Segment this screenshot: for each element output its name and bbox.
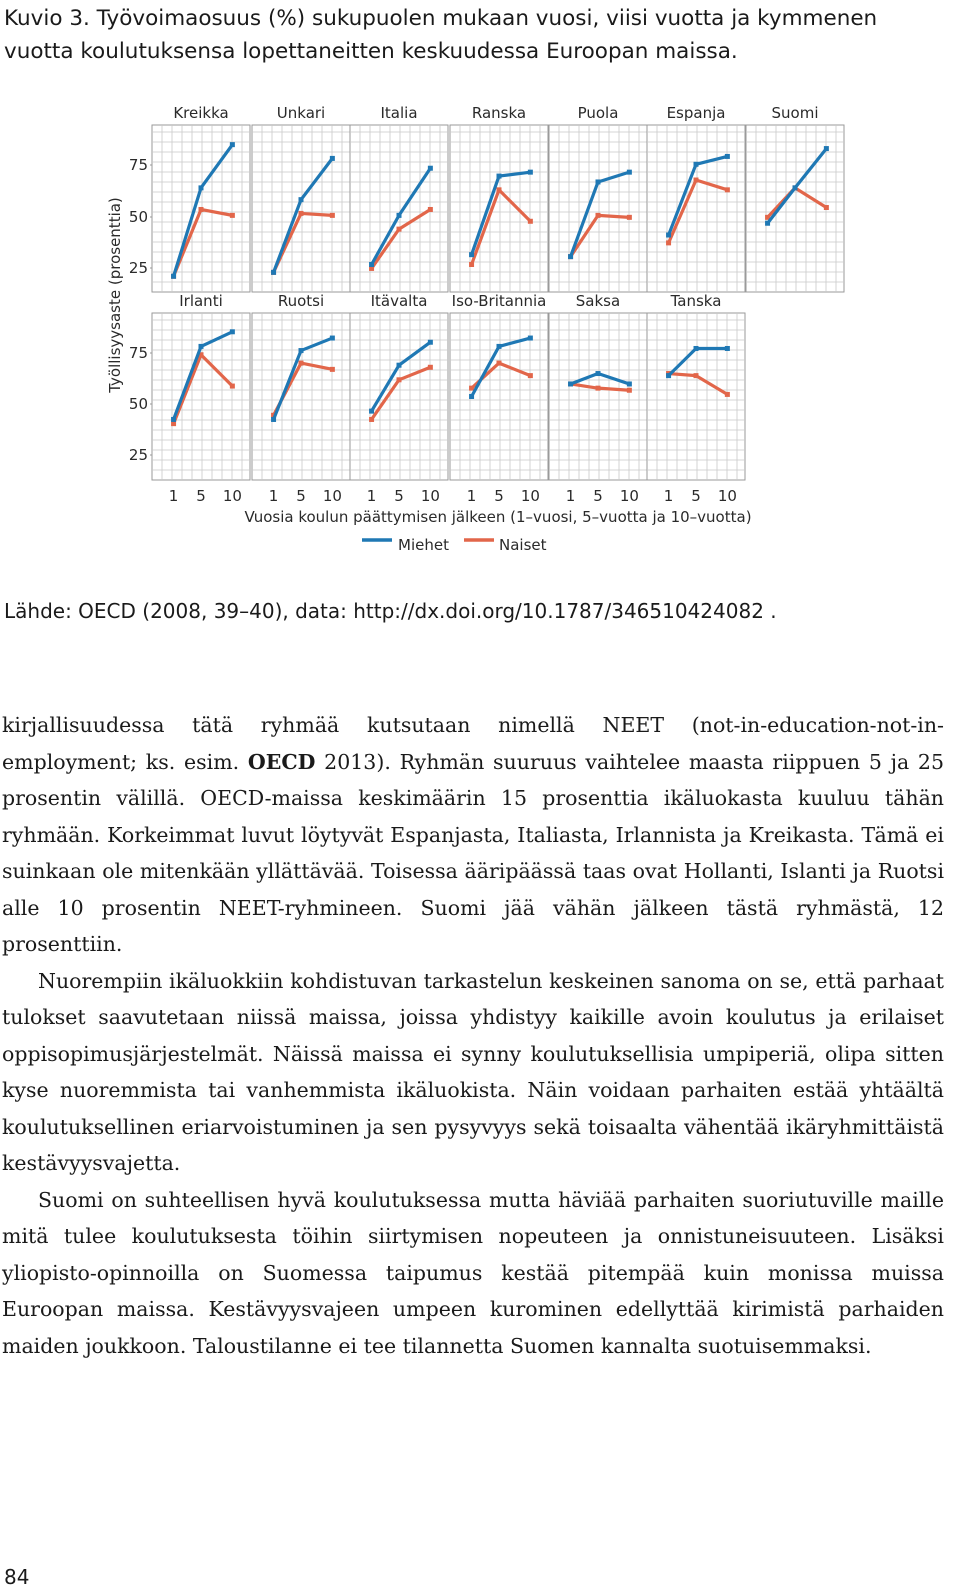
panel-title: Italia xyxy=(380,104,418,122)
oecd-smallcaps: OECD xyxy=(247,749,316,774)
panel-frame xyxy=(350,313,448,480)
source-note: Lähde: OECD (2008, 39–40), data: http://dx.doi.org/10.1787/346510424082 . xyxy=(4,599,777,623)
x-tick-label: 5 xyxy=(394,487,404,505)
data-point-miehet xyxy=(171,274,176,279)
data-point-miehet xyxy=(528,336,533,341)
data-point-miehet xyxy=(725,346,730,351)
x-tick-label: 1 xyxy=(268,487,279,505)
data-point-naiset xyxy=(596,386,601,391)
panel-frame xyxy=(647,125,745,292)
data-point-miehet xyxy=(171,417,176,422)
data-point-naiset xyxy=(694,373,699,378)
data-point-miehet xyxy=(793,185,798,190)
data-point-miehet xyxy=(369,262,374,267)
data-point-naiset xyxy=(469,386,474,391)
data-point-miehet xyxy=(330,336,335,341)
data-point-naiset xyxy=(497,361,502,366)
data-point-naiset xyxy=(627,215,632,220)
data-point-naiset xyxy=(428,207,433,212)
panel-title: Ranska xyxy=(471,104,527,122)
x-tick-label: 5 xyxy=(593,487,603,505)
data-point-naiset xyxy=(330,367,335,372)
x-tick-label: 1 xyxy=(466,487,477,505)
data-point-miehet xyxy=(627,170,632,175)
x-tick-label: 1 xyxy=(663,487,674,505)
panel-frame xyxy=(549,313,647,480)
data-point-miehet xyxy=(528,170,533,175)
panel-title: Irlanti xyxy=(179,292,223,310)
data-point-naiset xyxy=(469,262,474,267)
data-point-miehet xyxy=(299,348,304,353)
x-tick-label: 1 xyxy=(565,487,576,505)
data-point-miehet xyxy=(299,197,304,202)
panel-frame xyxy=(647,313,745,480)
panel-frame xyxy=(450,313,548,480)
data-point-naiset xyxy=(528,219,533,224)
panel-frame xyxy=(746,125,844,292)
data-point-naiset xyxy=(230,213,235,218)
y-tick-label: 25 xyxy=(128,259,148,277)
data-point-miehet xyxy=(497,344,502,349)
body-text xyxy=(2,707,944,1364)
data-point-miehet xyxy=(199,344,204,349)
y-tick-label: 75 xyxy=(128,156,148,174)
data-point-naiset xyxy=(824,205,829,210)
data-point-miehet xyxy=(596,179,601,184)
y-tick-label: 50 xyxy=(128,208,148,226)
paragraph xyxy=(2,707,944,963)
panel-title: Kreikka xyxy=(173,104,229,122)
paragraph-text: Nuorempiin ikäluokkiin kohdistuvan tarkastelun keskeinen sanoma on se, että parhaat tulokset saavutetaan niissä maissa, joissa yhdistyy kaikille avoin koulutus ja erilaiset oppisopimusjärjestelmät. Näissä maissa ei synny koulutuksellisia umpiperiä, olipa sitten kyse nuoremmista tai vanhemmista ikäluokista. Näin voidaan parhaiten estää yhtäältä koulutuksellinen eriarvoistuminen ja sen pysyvyys sekä toisaalta vähentää ikäryhmittäistä kestävyysvajetta. xyxy=(2,968,944,1175)
data-point-miehet xyxy=(568,381,573,386)
panel-title: Suomi xyxy=(771,104,819,122)
panel-title: Ruotsi xyxy=(277,292,325,310)
data-point-naiset xyxy=(596,213,601,218)
data-point-miehet xyxy=(428,340,433,345)
panel-title: Iso-Britannia xyxy=(451,292,547,310)
x-tick-label: 10 xyxy=(322,487,342,505)
paragraph xyxy=(2,963,944,1182)
data-point-miehet xyxy=(199,185,204,190)
panel-frame xyxy=(350,125,448,292)
data-point-naiset xyxy=(330,213,335,218)
x-tick-label: 5 xyxy=(296,487,306,505)
data-point-naiset xyxy=(528,373,533,378)
data-point-miehet xyxy=(397,213,402,218)
data-point-miehet xyxy=(469,252,474,257)
data-point-miehet xyxy=(627,381,632,386)
x-tick-label: 1 xyxy=(366,487,377,505)
data-point-miehet xyxy=(694,162,699,167)
data-point-miehet xyxy=(824,146,829,151)
data-point-miehet xyxy=(428,166,433,171)
data-point-naiset xyxy=(725,187,730,192)
panel-title: Espanja xyxy=(666,104,726,122)
x-tick-label: 10 xyxy=(420,487,440,505)
data-point-miehet xyxy=(330,156,335,161)
data-point-naiset xyxy=(299,211,304,216)
data-point-naiset xyxy=(725,392,730,397)
y-tick-label: 50 xyxy=(128,395,148,413)
data-point-naiset xyxy=(428,365,433,370)
y-tick-label: 25 xyxy=(128,446,148,464)
data-point-miehet xyxy=(596,371,601,376)
data-point-naiset xyxy=(299,361,304,366)
page-number: 84 xyxy=(4,1565,30,1589)
x-tick-label: 5 xyxy=(196,487,206,505)
data-point-naiset xyxy=(369,417,374,422)
paragraph-text: Suomi on suhteellisen hyvä koulutuksessa mutta häviää parhaiten suoriutuville maille mitä tulee koulutuksesta töihin siirtymisen nopeuteen ja onnistuneisuuteen. Lisäksi yliopisto-opinnoilla on Suomessa taipumus kestää pitempää kuin monissa muissa Euroopan maissa. Kestävyysvajeen umpeen kurominen edellyttää kirimistä parhaiden maiden joukkoon. Taloustilanne ei tee tilannetta Suomen kannalta suotuisemmaksi. xyxy=(2,1187,944,1358)
data-point-miehet xyxy=(469,394,474,399)
panel-title: Tanska xyxy=(670,292,722,310)
data-point-miehet xyxy=(230,329,235,334)
x-tick-label: 5 xyxy=(691,487,701,505)
panel-frame xyxy=(252,125,350,292)
legend-label-naiset: Naiset xyxy=(499,536,547,554)
data-point-miehet xyxy=(497,174,502,179)
data-point-miehet xyxy=(369,409,374,414)
data-point-naiset xyxy=(497,187,502,192)
data-point-miehet xyxy=(397,363,402,368)
panel-title: Unkari xyxy=(276,104,326,122)
x-tick-label: 10 xyxy=(717,487,737,505)
figure-caption: Kuvio 3. Työvoimaosuus (%) sukupuolen mukaan vuosi, viisi vuotta ja kymmenen vuotta koulutuksensa lopettaneitten keskuudessa Euroopan maissa. xyxy=(4,6,878,64)
data-point-miehet xyxy=(568,254,573,259)
panel-title: Itävalta xyxy=(370,292,428,310)
data-point-naiset xyxy=(230,384,235,389)
data-point-naiset xyxy=(397,227,402,232)
data-point-miehet xyxy=(666,233,671,238)
panel-title: Puola xyxy=(577,104,619,122)
x-tick-label: 1 xyxy=(168,487,179,505)
x-tick-label: 10 xyxy=(619,487,639,505)
panel-frame xyxy=(152,313,250,480)
panel-title: Saksa xyxy=(575,292,621,310)
y-tick-label: 75 xyxy=(128,344,148,362)
paragraph-text: kirjallisuudessa tätä ryhmää kutsutaan nimellä NEET (not-in-education-not-in-employment; ks. esim. xyxy=(2,713,944,774)
data-point-miehet xyxy=(230,142,235,147)
paragraph-text: 2013). Ryhmän suuruus vaihtelee maasta riippuen 5 ja 25 prosentin välillä. OECD-maissa keskimäärin 15 prosenttia ikäluokasta kuuluu tähän ryhmään. Korkeimmat luvut löytyvät Espanjasta, Italiasta, Irlannista ja Kreikasta. Tämä ei suinkaan ole mitenkään yllättävää. Toisessa ääripäässä taas ovat Hollanti, Islanti ja Ruotsi alle 10 prosentin NEET-ryhmineen. Suomi jää vähän jälkeen tästä ryhmästä, 12 prosenttiin. xyxy=(2,749,944,956)
y-axis-label: Työllisyysaste (prosenttia) xyxy=(106,197,124,393)
legend-label-miehet: Miehet xyxy=(398,536,449,554)
panel-frame xyxy=(252,313,350,480)
data-point-naiset xyxy=(694,178,699,183)
paragraph xyxy=(2,1182,944,1365)
data-point-miehet xyxy=(271,270,276,275)
labour-force-chart xyxy=(0,95,960,595)
data-point-naiset xyxy=(627,388,632,393)
data-point-naiset xyxy=(397,377,402,382)
panel-frame xyxy=(450,125,548,292)
data-point-naiset xyxy=(666,240,671,245)
data-point-miehet xyxy=(765,221,770,226)
panel-frame xyxy=(549,125,647,292)
x-tick-label: 5 xyxy=(494,487,504,505)
data-point-miehet xyxy=(666,373,671,378)
x-tick-label: 10 xyxy=(520,487,540,505)
x-tick-label: 10 xyxy=(222,487,242,505)
data-point-miehet xyxy=(694,346,699,351)
data-point-miehet xyxy=(271,417,276,422)
x-axis-label: Vuosia koulun päättymisen jälkeen (1–vuosi, 5–vuotta ja 10–vuotta) xyxy=(244,508,752,526)
data-point-naiset xyxy=(199,207,204,212)
data-point-miehet xyxy=(725,154,730,159)
